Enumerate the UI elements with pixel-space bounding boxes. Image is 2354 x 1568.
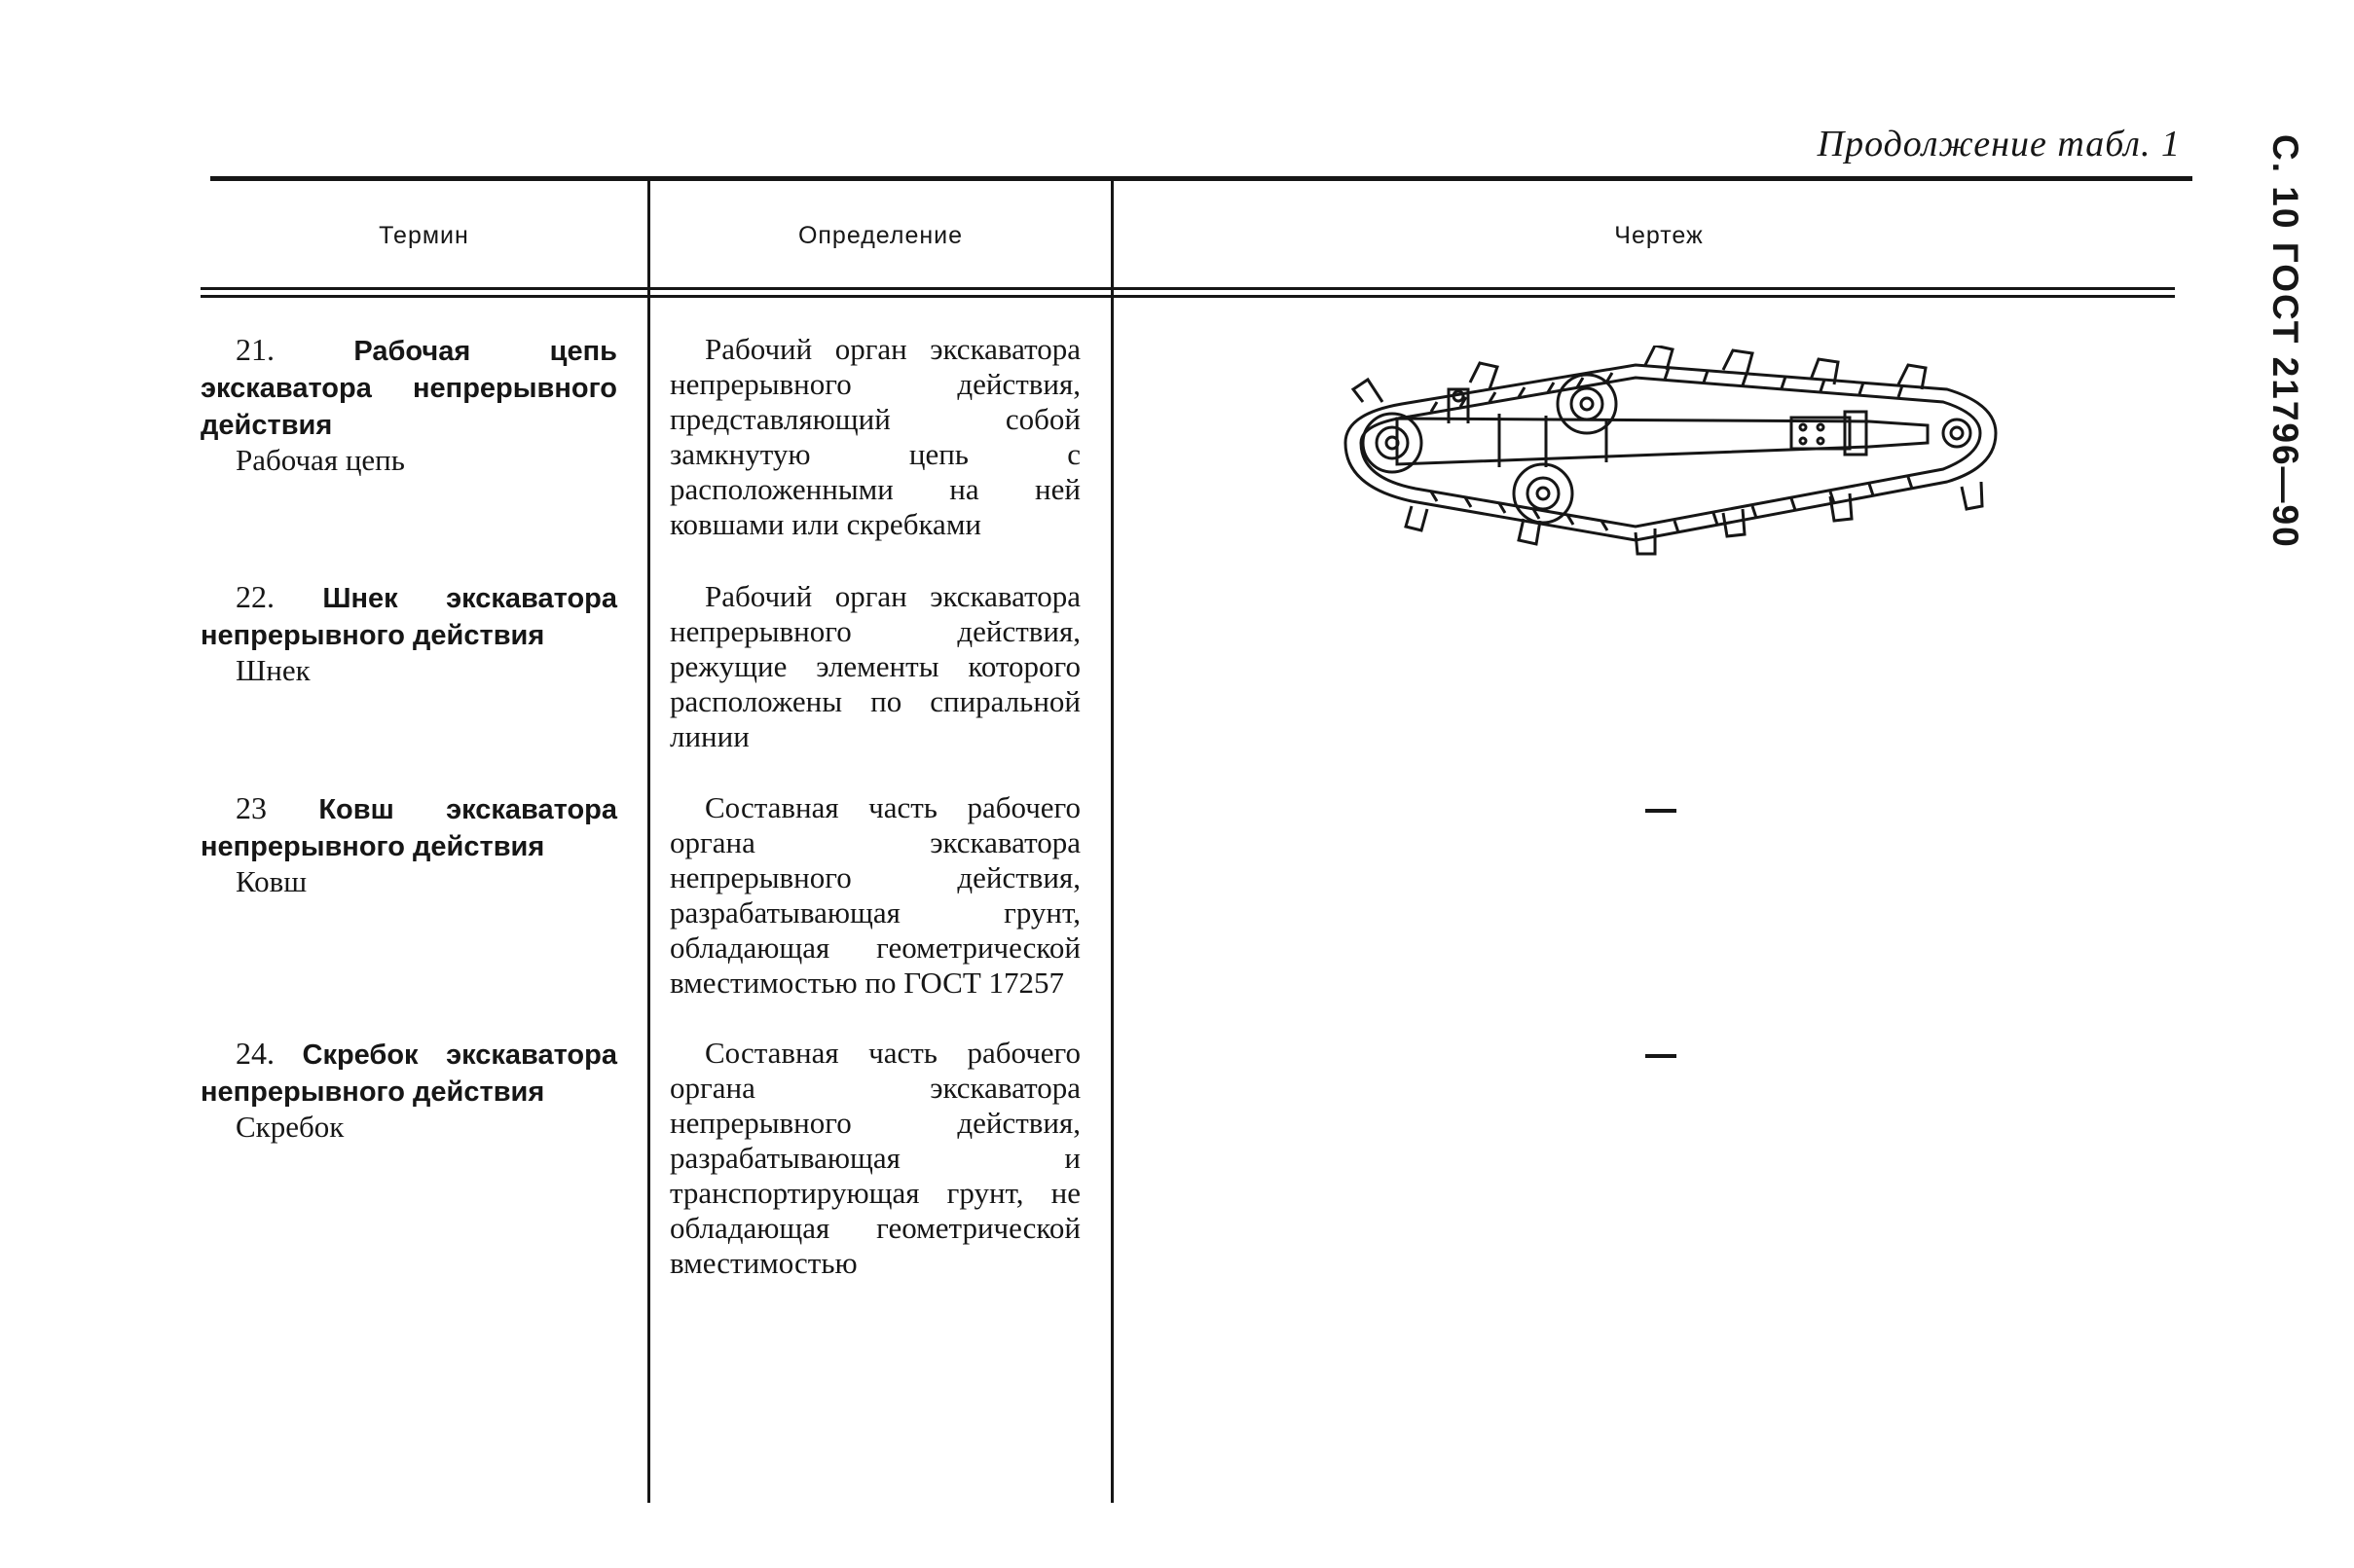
continuation-label: Продолжение табл. 1	[1817, 124, 2181, 164]
table-row-definition-23: Составная часть рабочего органа экскаватора непрерывного действия, разрабатывающая грунт, обладающая геометрической вместимостью по ГОСТ 17257	[670, 790, 1081, 1000]
dash-24	[1645, 1054, 1676, 1058]
column-divider-1	[647, 181, 650, 1503]
short-term: Ковш	[236, 864, 308, 898]
table-row-term-24: 24. Скребок экскаватора непрерывного действия Скребок	[201, 1036, 617, 1144]
table-row-definition-21: Рабочий орган экскаватора непрерывного действия, представляющий собой замкнутую цепь с расположенными на ней ковшами или скребками	[670, 332, 1081, 541]
table-row-term-23: 23 Ковш экскаватора непрерывного действия Ковш	[201, 790, 617, 898]
dash-23	[1645, 809, 1676, 813]
table-row-drawing-24	[1558, 1032, 1764, 1033]
header-bottom-rule-2	[201, 295, 2175, 298]
short-term: Скребок	[236, 1110, 345, 1144]
table-row-term-21: 21. Рабочая цепь экскаватора непрерывного действия Рабочая цепь	[201, 332, 617, 477]
table-top-rule	[210, 176, 2192, 181]
table-row-drawing-23	[1558, 788, 1764, 789]
column-divider-2	[1111, 181, 1114, 1503]
header-term: Термин	[379, 222, 469, 249]
table-row-definition-22: Рабочий орган экскаватора непрерывного действия, режущие элементы которого расположены по спиральной линии	[670, 579, 1081, 753]
short-term: Рабочая цепь	[236, 443, 405, 477]
short-term: Шнек	[236, 653, 311, 687]
header-definition: Определение	[797, 222, 964, 249]
table-row-definition-24: Составная часть рабочего органа экскаватора непрерывного действия, разрабатывающая и транспортирующая грунт, не обладающая геометрической вместимостью	[670, 1036, 1081, 1280]
header-bottom-rule	[201, 287, 2175, 290]
header-drawing: Чертеж	[1614, 222, 1704, 249]
table-row-term-22: 22. Шнек экскаватора непрерывного действия Шнек	[201, 579, 617, 687]
working-chain-drawing	[1324, 346, 2005, 560]
page-side-label: С. 10 ГОСТ 21796—90	[2265, 134, 2305, 549]
